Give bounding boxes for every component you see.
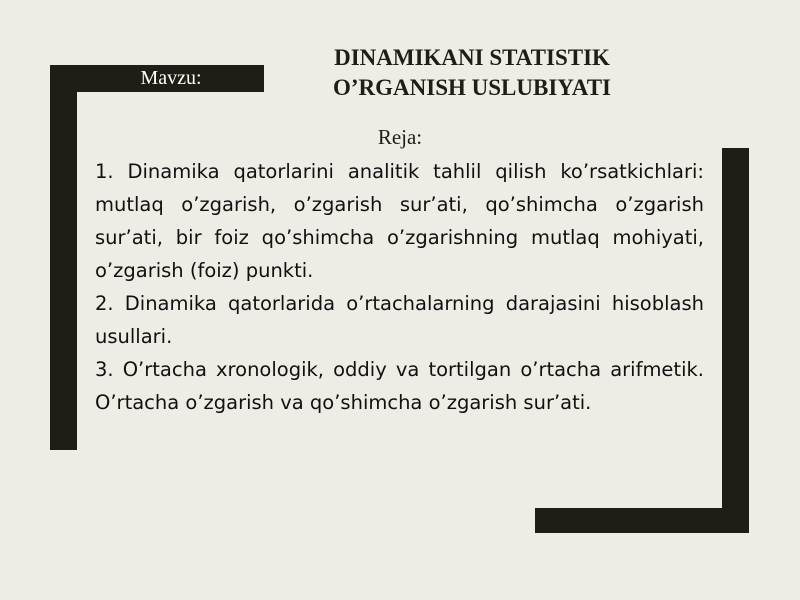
slide-title-line-2: O’RGANISH USLUBIYATI	[333, 75, 611, 100]
slide-title	[284, 43, 660, 103]
slide-title-line-1: DINAMIKANI STATISTIK	[334, 45, 610, 70]
plan-item-1: 1. Dinamika qatorlarini analitik tahlil qilish ko’rsatkichlari: mutlaq o’zgarish, o’zgarish sur’ati, qo’shimcha o’zgarish sur’ati, bir foiz qo’shimcha o’zgarishning mutlaq mohiyati, o’zgarish (foiz) punkti.	[95, 160, 704, 282]
frame-top-left-vertical-bar	[50, 65, 77, 450]
frame-bottom-right-vertical-bar	[722, 148, 749, 533]
frame-bottom-right-horizontal-bar	[535, 508, 749, 533]
plan-heading: Reja:	[377, 125, 423, 149]
topic-label: Mavzu:	[140, 67, 202, 89]
plan-list	[95, 155, 704, 419]
plan-item-2: 2. Dinamika qatorlarida o’rtachalarning darajasini hisoblash usullari.	[95, 292, 704, 348]
plan-item-3: 3. O’rtacha xronologik, oddiy va tortilgan o’rtacha arifmetik. O’rtacha o’zgarish va qo’shimcha o’zgarish sur’ati.	[95, 358, 704, 414]
